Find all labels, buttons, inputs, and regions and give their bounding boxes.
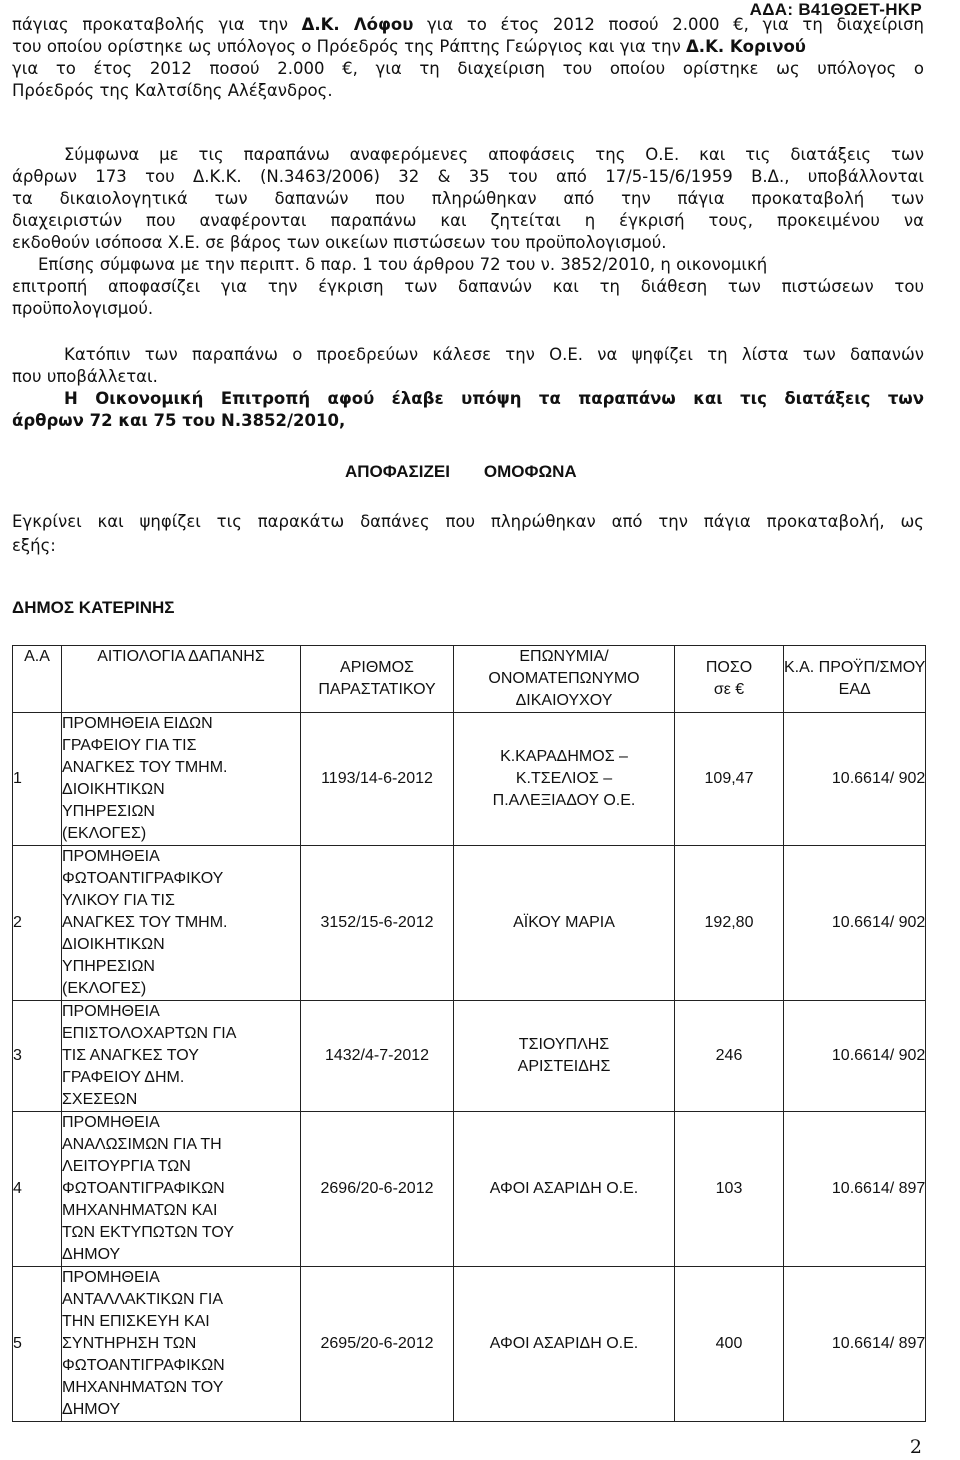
unanimously-label: ΟΜΟΦΩΝΑ bbox=[483, 462, 577, 481]
table-row bbox=[13, 1112, 926, 1267]
paragraph-line: Επίσης σύμφωνα με την περιπτ. δ παρ. 1 του άρθρου 72 του ν. 3852/2010, η οικονομική bbox=[38, 255, 768, 274]
page-number: 2 bbox=[909, 1436, 922, 1458]
municipality-title: ΔΗΜΟΣ ΚΑΤΕΡΙΝΗΣ bbox=[12, 598, 175, 617]
intro-text: για το έτος 2012 ποσού 2.000 €, για τη διαχείριση bbox=[413, 15, 925, 34]
amount bbox=[675, 1001, 784, 1112]
table-row bbox=[13, 846, 926, 1001]
expense-reason-line: ΔΗΜΟΥ bbox=[62, 1401, 121, 1418]
beneficiary-name bbox=[454, 1112, 675, 1267]
expense-reason-line: ΣΥΝΤΗΡΗΣΗ ΤΩΝ bbox=[62, 1335, 197, 1352]
amount-text: 400 bbox=[715, 1335, 743, 1352]
decides-label: ΑΠΟΦΑΣΙΖΕΙ bbox=[345, 462, 450, 481]
header-budget-code bbox=[784, 646, 926, 713]
amount bbox=[675, 1267, 784, 1422]
intro-line-4 bbox=[12, 80, 924, 102]
row-number bbox=[13, 1001, 62, 1112]
budget-code bbox=[784, 1001, 926, 1112]
beneficiary-name-line: Κ.ΤΣΕΛΙΟΣ – bbox=[515, 770, 613, 787]
row-number bbox=[13, 846, 62, 1001]
amount-text: 103 bbox=[715, 1180, 743, 1197]
expense-reason bbox=[62, 1001, 301, 1112]
paragraph-line: που υποβάλλεται. bbox=[12, 367, 158, 386]
amount bbox=[675, 713, 784, 846]
document-number bbox=[301, 1112, 454, 1267]
intro-text: για το έτος 2012 ποσού 2.000 €, για τη διαχείριση του οποίου ορίστηκε ως υπόλογος ο bbox=[12, 59, 924, 78]
row-number-text: 4 bbox=[13, 1180, 22, 1197]
header-text: Κ.Α. ΠΡΟΫΠ/ΣΜΟΥ bbox=[784, 659, 926, 676]
expense-reason-line: ΦΩΤΟΑΝΤΙΓΡΑΦΙΚΩΝ bbox=[62, 1180, 225, 1197]
expenses-table bbox=[12, 645, 926, 1422]
header-reason bbox=[62, 646, 301, 713]
expense-reason-line: ΠΡΟΜΗΘΕΙΑ ΕΙΔΩΝ bbox=[62, 715, 213, 732]
amount bbox=[675, 846, 784, 1001]
budget-code-text: 10.6614/ 897 bbox=[831, 1180, 926, 1197]
table-row bbox=[13, 1001, 926, 1112]
expense-reason-line: ΕΠΙΣΤΟΛΟΧΑΡΤΩΝ ΓΙΑ bbox=[62, 1025, 237, 1042]
expense-reason-line: ΤΗΝ ΕΠΙΣΚΕΥΗ ΚΑΙ bbox=[62, 1313, 210, 1330]
beneficiary-name bbox=[454, 713, 675, 846]
budget-code-text: 10.6614/ 897 bbox=[831, 1335, 926, 1352]
intro-line-1 bbox=[12, 14, 924, 36]
document-number bbox=[301, 846, 454, 1001]
budget-code bbox=[784, 1267, 926, 1422]
row-number bbox=[13, 1112, 62, 1267]
legal-basis-paragraph bbox=[12, 144, 924, 320]
document-number-text: 2695/20-6-2012 bbox=[320, 1335, 434, 1352]
budget-code bbox=[784, 846, 926, 1001]
expense-reason-line: ΑΝΑΛΩΣΙΜΩΝ ΓΙΑ ΤΗ bbox=[62, 1136, 222, 1153]
committee-statement: άρθρων 72 και 75 του Ν.3852/2010, bbox=[12, 411, 346, 430]
expense-reason-line: ΠΡΟΜΗΘΕΙΑ bbox=[62, 1269, 160, 1286]
beneficiary-name-line: ΤΣΙΟΥΠΛΗΣ bbox=[518, 1036, 610, 1053]
expense-reason-line: ΥΛΙΚΟΥ ΓΙΑ ΤΙΣ bbox=[62, 892, 175, 909]
budget-code bbox=[784, 1112, 926, 1267]
expense-reason-line: ΔΙΟΙΚΗΤΙΚΩΝ bbox=[62, 781, 165, 798]
expense-reason-line: ΥΠΗΡΕΣΙΩΝ bbox=[62, 958, 155, 975]
expense-reason-line: ΓΡΑΦΕΙΟΥ ΓΙΑ ΤΙΣ bbox=[62, 737, 197, 754]
approval-paragraph bbox=[12, 510, 924, 558]
row-number bbox=[13, 713, 62, 846]
row-number-text: 1 bbox=[13, 770, 22, 787]
paragraph-line: άρθρων 173 του Δ.Κ.Κ. (Ν.3463/2006) 32 & 35 του από 17/5-15/6/1959 Β.Δ., υποβάλλονται bbox=[12, 167, 924, 186]
header-document bbox=[301, 646, 454, 713]
expense-reason-line: ΤΙΣ ΑΝΑΓΚΕΣ ΤΟΥ bbox=[62, 1047, 199, 1064]
document-number bbox=[301, 1267, 454, 1422]
amount-text: 246 bbox=[715, 1047, 743, 1064]
paragraph-line: εξής: bbox=[12, 536, 56, 555]
expense-reason bbox=[62, 846, 301, 1001]
paragraph-line: διαχειριστών που αναφέρονται παραπάνω και ζητείται η έγκρισή τους, προκειμένου να bbox=[12, 211, 924, 230]
intro-text: του οποίου ορίστηκε ως υπόλογος ο Πρόεδρός της Ράπτης Γεώργιος και για την bbox=[12, 37, 687, 56]
beneficiary-name-line: ΑΦΟΙ ΑΣΑΡΙΔΗ Ο.Ε. bbox=[489, 1180, 639, 1197]
expenses-table-body bbox=[13, 713, 926, 1422]
beneficiary-name-line: ΑΪΚΟΥ ΜΑΡΙΑ bbox=[513, 914, 615, 931]
budget-code-text: 10.6614/ 902 bbox=[831, 914, 926, 931]
header-text: ΕΑΔ bbox=[838, 681, 871, 698]
paragraph-line: Εγκρίνει και ψηφίζει τις παρακάτω δαπάνες που πληρώθηκαν από την πάγια προκαταβολή, ως bbox=[12, 512, 924, 531]
header-text: ΕΠΩΝΥΜΙΑ/ bbox=[519, 648, 609, 665]
paragraph-line: επιτροπή αποφασίζει για την έγκριση των δαπανών και τη διάθεση των πιστώσεων του bbox=[12, 277, 924, 296]
header-text: ΠΟΣΟ bbox=[705, 659, 753, 676]
budget-code-text: 10.6614/ 902 bbox=[831, 1047, 926, 1064]
resolution-paragraph bbox=[12, 344, 924, 432]
row-number-text: 2 bbox=[13, 914, 22, 931]
expense-reason-line: ΤΩΝ ΕΚΤΥΠΩΤΩΝ ΤΟΥ bbox=[62, 1224, 234, 1241]
expense-reason-line: ΓΡΑΦΕΙΟΥ ΔΗΜ. bbox=[62, 1069, 185, 1086]
amount-text: 109,47 bbox=[704, 770, 754, 787]
paragraph-line: Κατόπιν των παραπάνω ο προεδρεύων κάλεσε την Ο.Ε. να ψηφίζει τη λίστα των δαπανών bbox=[64, 345, 924, 364]
paragraph-line: Σύμφωνα με τις παραπάνω αναφερόμενες αποφάσεις της Ο.Ε. και τις διατάξεις των bbox=[64, 145, 924, 164]
expense-reason-line: ΠΡΟΜΗΘΕΙΑ bbox=[62, 1114, 160, 1131]
expense-reason bbox=[62, 713, 301, 846]
expense-reason-line: ΣΧΕΣΕΩΝ bbox=[62, 1091, 138, 1108]
expense-reason-line: ΦΩΤΟΑΝΤΙΓΡΑΦΙΚΟΥ bbox=[62, 870, 224, 887]
expense-reason-line: ΠΡΟΜΗΘΕΙΑ bbox=[62, 848, 160, 865]
document-number bbox=[301, 713, 454, 846]
paragraph-line: τα δικαιολογητικά των δαπανών που πληρώθηκαν από την πάγια προκαταβολή των bbox=[12, 189, 924, 208]
expense-reason-line: (ΕΚΛΟΓΕΣ) bbox=[62, 825, 147, 842]
header-code-label: Α.Α bbox=[24, 648, 50, 665]
header-text: ΠΑΡΑΣΤΑΤΙΚΟΥ bbox=[318, 681, 436, 698]
amount-text: 192,80 bbox=[704, 914, 754, 931]
document-number-text: 1432/4-7-2012 bbox=[324, 1047, 430, 1064]
beneficiary-name bbox=[454, 846, 675, 1001]
header-text: ΑΡΙΘΜΟΣ bbox=[340, 659, 414, 676]
expense-reason-line: ΑΝΤΑΛΛΑΚΤΙΚΩΝ ΓΙΑ bbox=[62, 1291, 223, 1308]
table-row bbox=[13, 713, 926, 846]
beneficiary-name bbox=[454, 1001, 675, 1112]
row-number-text: 3 bbox=[13, 1047, 22, 1064]
committee-statement: Η Οικονομική Επιτροπή αφού έλαβε υπόψη τα παραπάνω και τις διατάξεις των bbox=[64, 389, 924, 408]
header-text: ΔΙΚΑΙΟΥΧΟΥ bbox=[515, 692, 613, 709]
intro-text: Πρόεδρός της Καλτσίδης Αλέξανδρος. bbox=[12, 81, 333, 100]
expense-reason-line: ΑΝΑΓΚΕΣ ΤΟΥ ΤΜΗΜ. bbox=[62, 914, 228, 931]
header-code bbox=[13, 646, 62, 713]
table-row bbox=[13, 1267, 926, 1422]
beneficiary-name-line: ΑΡΙΣΤΕΙΔΗΣ bbox=[517, 1058, 611, 1075]
header-text: ΟΝΟΜΑΤΕΠΩΝΥΜΟ bbox=[488, 670, 640, 687]
document-number-text: 1193/14-6-2012 bbox=[321, 770, 433, 787]
intro-line-3 bbox=[12, 58, 924, 80]
header-reason-label: ΑΙΤΙΟΛΟΓΙΑ ΔΑΠΑΝΗΣ bbox=[97, 648, 265, 665]
expense-reason-line: ΥΠΗΡΕΣΙΩΝ bbox=[62, 803, 155, 820]
community-lofou: Δ.Κ. Λόφου bbox=[301, 15, 414, 34]
expense-reason-line: ΔΙΟΙΚΗΤΙΚΩΝ bbox=[62, 936, 165, 953]
budget-code bbox=[784, 713, 926, 846]
beneficiary-name-line: Κ.ΚΑΡΑΔΗΜΟΣ – bbox=[500, 748, 628, 765]
expense-reason-line: ΜΗΧΑΝΗΜΑΤΩΝ ΤΟΥ bbox=[62, 1379, 224, 1396]
amount bbox=[675, 1112, 784, 1267]
paragraph-line: εκδοθούν ισόποσα Χ.Ε. σε βάρος των οικείων πιστώσεων του προϋπολογισμού. bbox=[12, 233, 667, 252]
document-number-text: 2696/20-6-2012 bbox=[320, 1180, 434, 1197]
beneficiary-name bbox=[454, 1267, 675, 1422]
community-korinou: Δ.Κ. Κορινού bbox=[686, 37, 806, 56]
budget-code-text: 10.6614/ 902 bbox=[831, 770, 926, 787]
decision-heading bbox=[345, 462, 577, 482]
expense-reason-line: ΛΕΙΤΟΥΡΓΙΑ ΤΩΝ bbox=[62, 1158, 191, 1175]
expense-reason bbox=[62, 1267, 301, 1422]
expense-reason-line: ΜΗΧΑΝΗΜΑΤΩΝ ΚΑΙ bbox=[62, 1202, 218, 1219]
beneficiary-name-line: ΑΦΟΙ ΑΣΑΡΙΔΗ Ο.Ε. bbox=[489, 1335, 639, 1352]
intro-line-2 bbox=[12, 36, 924, 58]
expense-reason-line: ΔΗΜΟΥ bbox=[62, 1246, 121, 1263]
intro-text: πάγιας προκαταβολής για την bbox=[12, 15, 302, 34]
header-text: σε € bbox=[713, 681, 745, 698]
expense-reason-line: ΦΩΤΟΑΝΤΙΓΡΑΦΙΚΩΝ bbox=[62, 1357, 225, 1374]
expense-reason-line: ΑΝΑΓΚΕΣ ΤΟΥ ΤΜΗΜ. bbox=[62, 759, 228, 776]
header-amount bbox=[675, 646, 784, 713]
document-number bbox=[301, 1001, 454, 1112]
row-number-text: 5 bbox=[13, 1335, 22, 1352]
document-number-text: 3152/15-6-2012 bbox=[320, 914, 434, 931]
paragraph-line: προϋπολογισμού. bbox=[12, 299, 154, 318]
expense-reason bbox=[62, 1112, 301, 1267]
expense-reason-line: ΠΡΟΜΗΘΕΙΑ bbox=[62, 1003, 160, 1020]
expense-reason-line: (ΕΚΛΟΓΕΣ) bbox=[62, 980, 147, 997]
table-header-row bbox=[13, 646, 926, 713]
row-number bbox=[13, 1267, 62, 1422]
header-beneficiary bbox=[454, 646, 675, 713]
beneficiary-name-line: Π.ΑΛΕΞΙΑΔΟΥ Ο.Ε. bbox=[492, 792, 636, 809]
ada-code: ΑΔΑ: Β41ΘΩΕΤ-ΗΚΡ bbox=[749, 0, 922, 19]
intro-paragraph bbox=[12, 14, 924, 102]
